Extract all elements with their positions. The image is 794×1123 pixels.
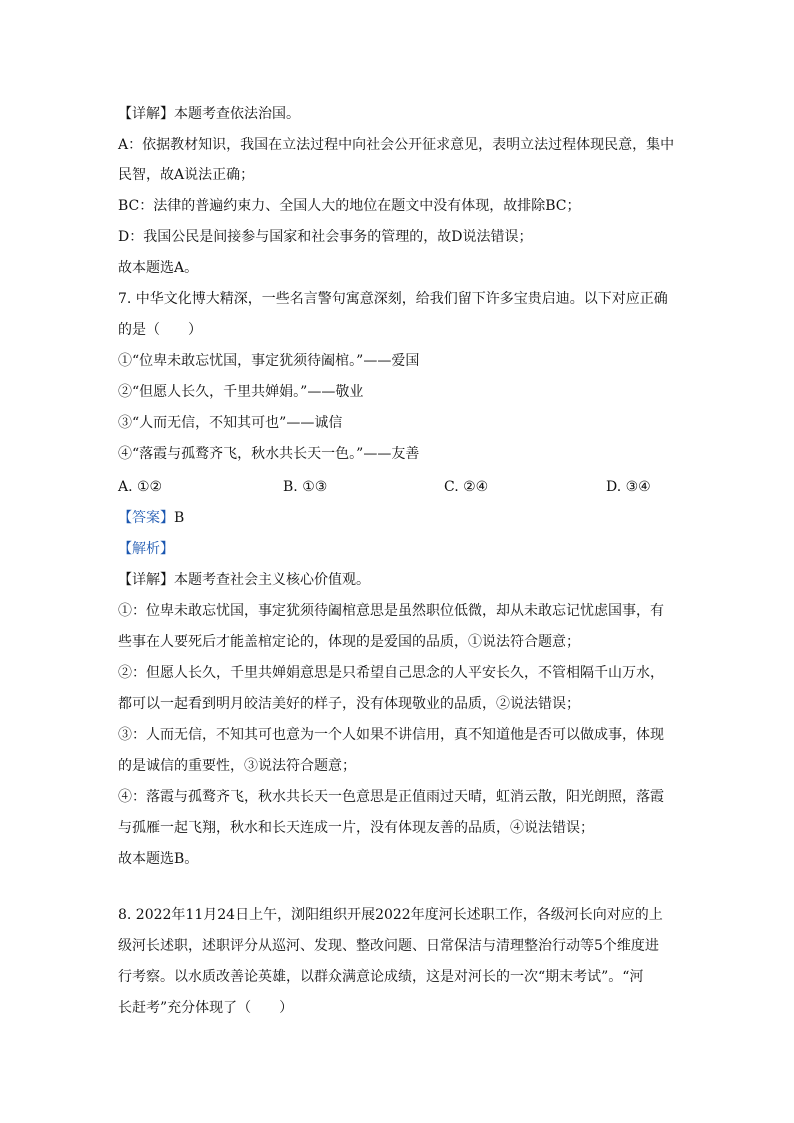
- q7-option-c: C. ②④: [444, 479, 489, 495]
- q7-detail-line: 【详解】本题考查社会主义核心价值观。: [118, 572, 370, 588]
- q8-stem: 行考察。以水质改善论英雄，以群众满意论成绩，这是对河长的一次“期末考试”。“河: [118, 969, 644, 985]
- q7-option-b: B. ①③: [283, 479, 328, 495]
- q7-detail-line: 都可以一起看到明月皎洁美好的样子，没有体现敬业的品质，②说法错误；: [118, 696, 580, 712]
- q8-stem: 长赶考”充分体现了（ ）: [118, 1000, 294, 1016]
- q7-statement-3: ③“人而无信，不知其可也”——诚信: [118, 415, 343, 431]
- q7-detail-line: ①：位卑未敢忘忧国，事定犹须待阖棺意思是虽然职位低微，却从未敢忘记忧虑国事，有: [118, 603, 664, 619]
- q7-conclusion: 故本题选B。: [118, 851, 199, 867]
- q7-option-a: A. ①②: [118, 479, 163, 495]
- q7-detail-line: 与孤雁一起飞翔，秋水和长天连成一片，没有体现友善的品质，④说法错误；: [118, 820, 594, 836]
- q6-detail-line: BC：法律的普遍约束力、全国人大的地位在题文中没有体现，故排除BC；: [118, 198, 581, 214]
- q7-stem: 7. 中华文化博大精深，一些名言警句寓意深刻，给我们留下许多宝贵启迪。以下对应正确: [118, 291, 668, 307]
- answer-tag: 【答案】: [118, 510, 174, 526]
- q7-detail-line: ②：但愿人长久，千里共婵娟意思是只希望自己思念的人平安长久，不管相隔千山万水，: [118, 665, 664, 681]
- q8-stem: 8. 2022年11月24日上午，浏阳组织开展2022年度河长述职工作，各级河长向对应的上: [118, 907, 663, 923]
- q7-statement-4: ④“落霞与孤鹜齐飞，秋水共长天一色。”——友善: [118, 446, 420, 462]
- q7-statement-1: ①“位卑未敢忘忧国，事定犹须待阖棺。”——爱国: [118, 353, 420, 369]
- q7-detail-line: ④：落霞与孤鹜齐飞，秋水共长天一色意思是正值雨过天晴，虹消云散，阳光朗照，落霞: [118, 789, 664, 805]
- q6-detail-line: D：我国公民是间接参与国家和社会事务的管理的，故D说法错误；: [118, 229, 533, 245]
- q7-detail-line: 些事在人要死后才能盖棺定论的，体现的是爱国的品质，①说法符合题意；: [118, 634, 580, 650]
- q7-stem: 的是（ ）: [118, 322, 202, 338]
- q6-detail-line: A：依据教材知识，我国在立法过程中向社会公开征求意见，表明立法过程体现民意，集中: [118, 137, 675, 153]
- q8-stem: 级河长述职，述职评分从巡河、发现、整改问题、日常保洁与清理整治行动等5个维度进: [118, 938, 659, 954]
- answer-value: B: [174, 510, 185, 526]
- q7-detail-line: ③：人而无信，不知其可也意为一个人如果不讲信用，真不知道他是否可以做成事，体现: [118, 727, 664, 743]
- q7-option-d: D. ③④: [606, 479, 651, 495]
- q6-conclusion: 故本题选A。: [118, 260, 199, 276]
- q6-detail-line: 民智，故A说法正确；: [118, 167, 255, 183]
- q7-detail-line: 的是诚信的重要性，③说法符合题意；: [118, 758, 356, 774]
- analysis-tag: 【解析】: [118, 541, 174, 557]
- q7-answer: [118, 508, 184, 528]
- q7-statement-2: ②“但愿人长久，千里共婵娟。”——敬业: [118, 384, 364, 400]
- q7-analysis: [118, 539, 174, 559]
- q6-detail-line: 【详解】本题考查依法治国。: [118, 106, 300, 122]
